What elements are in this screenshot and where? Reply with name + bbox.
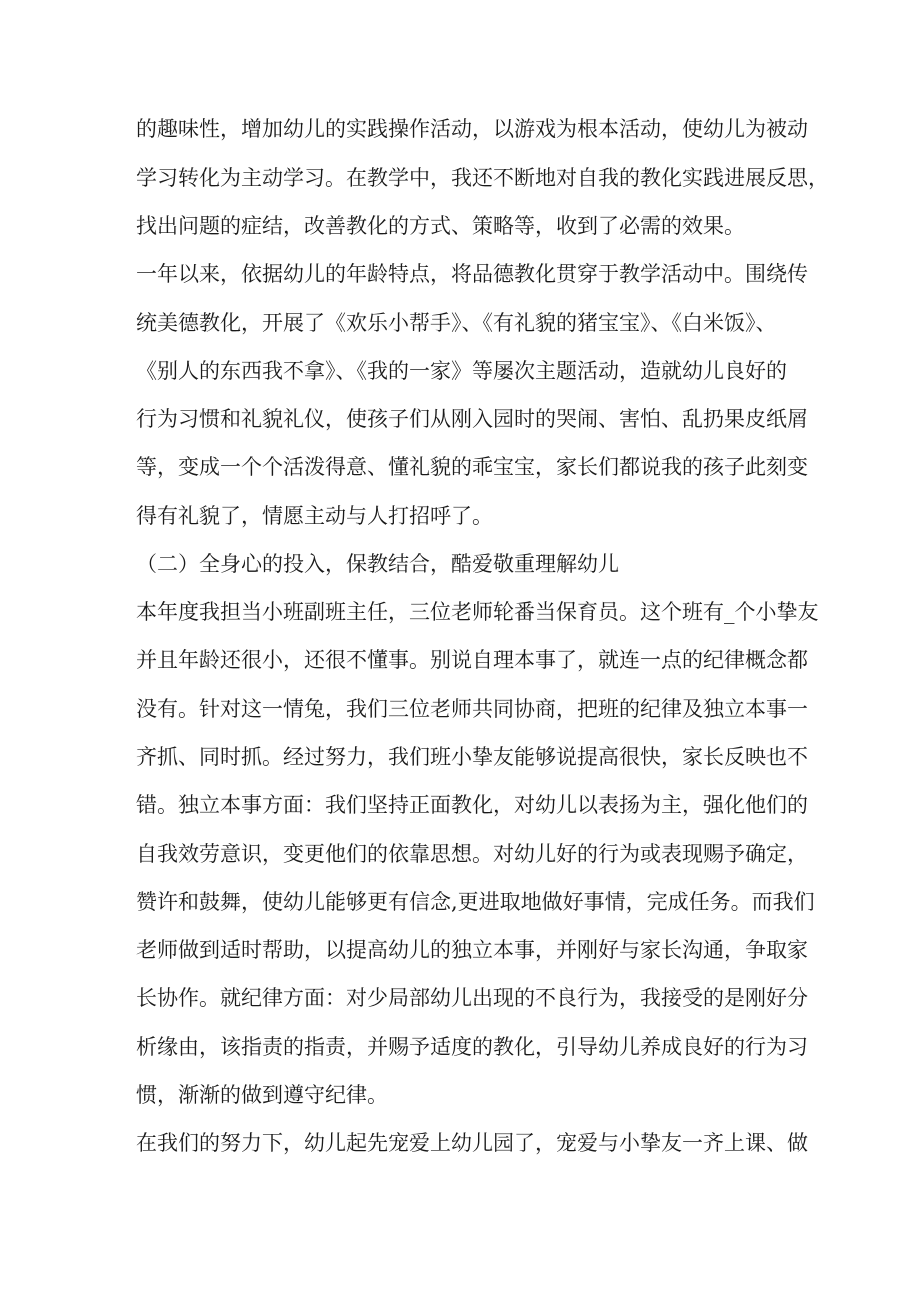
text-line-7: 行为习惯和礼貌礼仪，使孩子们从刚入园时的哭闹、害怕、乱扔果皮纸屑 <box>136 407 808 431</box>
text-line-3: 找出问题的症结，改善教化的方式、策略等，收到了必需的效果。 <box>136 214 745 238</box>
text-line-9: 得有礼貌了，情愿主动与人打招呼了。 <box>136 504 493 528</box>
text-line-11: 本年度我担当小班副班主任，三位老师轮番当保育员。这个班有_个小挚友 <box>136 600 819 624</box>
text-line-20: 析缘由，该指责的指责，并赐予适度的教化，引导幼儿养成良好的行为习 <box>136 1035 808 1059</box>
section-heading: （二）全身心的投入，保教结合，酷爱敬重理解幼儿 <box>136 552 619 576</box>
text-line-8: 等，变成一个个活泼得意、懂礼貌的乖宝宝，家长们都说我的孩子此刻变 <box>136 455 808 479</box>
text-line-22: 在我们的努力下，幼儿起先宠爱上幼儿园了，宠爱与小挚友一齐上课、做 <box>136 1131 808 1155</box>
text-line-4: 一年以来，依据幼儿的年龄特点，将品德教化贯穿于教学活动中。围绕传 <box>136 262 808 286</box>
text-line-2: 学习转化为主动学习。在教学中，我还不断地对自我的教化实践进展反思， <box>136 166 829 190</box>
text-line-5: 统美德教化，开展了《欢乐小帮手》、《有礼貌的猪宝宝》、《白米饭》、 <box>136 311 777 335</box>
text-line-19: 长协作。就纪律方面：对少局部幼儿出现的不良行为，我接受的是刚好分 <box>136 986 808 1010</box>
text-line-17: 赞许和鼓舞，使幼儿能够更有信念,更进取地做好事情，完成任务。而我们 <box>136 890 815 914</box>
text-line-12: 并且年龄还很小，还很不懂事。别说自理本事了，就连一点的纪律概念都 <box>136 648 808 672</box>
text-line-14: 齐抓、同时抓。经过努力，我们班小挚友能够说提高很快，家长反映也不 <box>136 745 808 769</box>
text-line-6: 《别人的东西我不拿》、《我的一家》等屡次主题活动，造就幼儿良好的 <box>136 359 787 383</box>
text-line-18: 老师做到适时帮助，以提高幼儿的独立本事，并刚好与家长沟通，争取家 <box>136 938 808 962</box>
text-line-16: 自我效劳意识，变更他们的依靠思想。对幼儿好的行为或表现赐予确定， <box>136 842 808 866</box>
text-line-15: 错。独立本事方面：我们坚持正面教化，对幼儿以表扬为主，强化他们的 <box>136 793 808 817</box>
text-line-1: 的趣味性，增加幼儿的实践操作活动，以游戏为根本活动，使幼儿为被动 <box>136 117 808 141</box>
text-line-21: 惯，渐渐的做到遵守纪律。 <box>136 1083 388 1107</box>
text-line-13: 没有。针对这一情兔，我们三位老师共同协商，把班的纪律及独立本事一 <box>136 697 808 721</box>
